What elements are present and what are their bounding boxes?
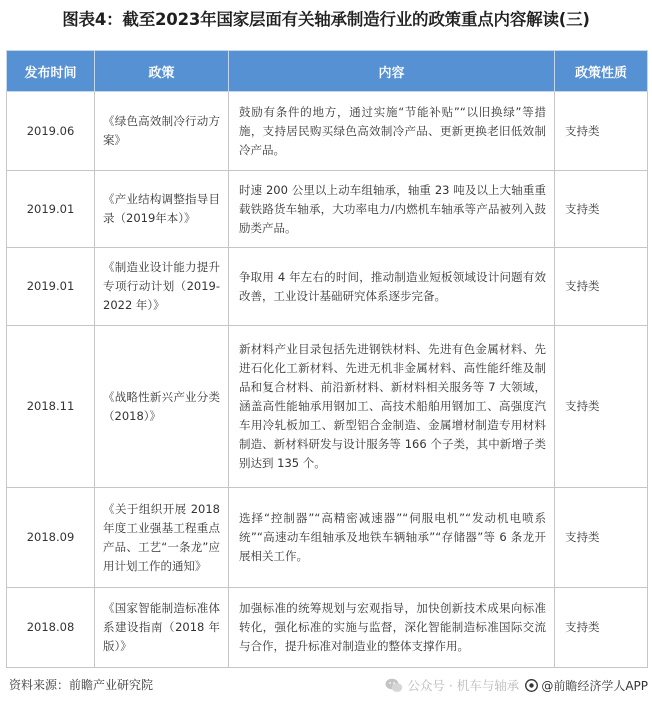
cell-content: 时速 200 公里以上动车组轴承，轴重 23 吨及以上大轴重重载铁路货车轴承，大功率电力/内燃机车轴承等产品被列入鼓励类产品。 (229, 171, 555, 248)
policy-table (6, 50, 648, 668)
header-date: 发布时间 (7, 51, 95, 92)
cell-nature: 支持类 (555, 171, 648, 248)
chart-title: 图表4：截至2023年国家层面有关轴承制造行业的政策重点内容解读(三) (62, 10, 590, 29)
header-content: 内容 (229, 51, 555, 92)
cell-date: 2018.11 (7, 326, 95, 488)
cell-date: 2019.06 (7, 92, 95, 171)
cell-policy: 《国家智能制造标准体系建设指南（2018 年版）》 (95, 588, 229, 668)
cell-date: 2018.09 (7, 488, 95, 588)
table-row (7, 171, 648, 248)
source-note: 资料来源：前瞻产业研究院 (9, 678, 154, 692)
app-watermark-text: @前瞻经济学人APP (541, 678, 648, 693)
watermark-group (385, 676, 648, 694)
cell-policy: 《战略性新兴产业分类（2018）》 (95, 326, 229, 488)
app-watermark (525, 677, 648, 694)
wechat-icon (385, 678, 403, 693)
cell-nature: 支持类 (555, 488, 648, 588)
header-nature: 政策性质 (555, 51, 648, 92)
cell-content: 加强标准的统筹规划与宏观指导，加快创新技术成果向标准转化，强化标准的实施与监督，深化智能制造标准国际交流与合作，提升标准对制造业的整体支撑作用。 (229, 588, 555, 668)
table-row (7, 588, 648, 668)
cell-nature: 支持类 (555, 326, 648, 488)
cell-content: 争取用 4 年左右的时间，推动制造业短板领域设计问题有效改善，工业设计基础研究体系逐步完备。 (229, 248, 555, 326)
policy-table-container (6, 50, 647, 668)
cell-policy: 《制造业设计能力提升专项行动计划（2019-2022 年）》 (95, 248, 229, 326)
cell-date: 2018.08 (7, 588, 95, 668)
cell-nature: 支持类 (555, 588, 648, 668)
table-row (7, 92, 648, 171)
table-header-row (7, 51, 648, 92)
cell-content: 选择“控制器”“高精密减速器”“伺服电机”“发动机电喷系统”“高速动车组轴承及地铁车辆轴承”“存储器”等 6 条龙开展相关工作。 (229, 488, 555, 588)
cell-content: 新材料产业目录包括先进钢铁材料、先进有色金属材料、先进石化化工新材料、先进无机非金属材料、高性能纤维及制品和复合材料、前沿新材料、新材料相关服务等 7 大领域，涵盖高性能轴承用钢加工、高技术船舶用钢加工、高强度汽车用冷轧板加工、新型铝合金制造、金属增材制造专用材料制造、新材料研发与设计服务等 166 个子类，其中新增子类别达到 135 个。 (229, 326, 555, 488)
cell-nature: 支持类 (555, 248, 648, 326)
cell-content: 鼓励有条件的地方，通过实施“节能补贴”“以旧换绿”等措施，支持居民购买绿色高效制冷产品、更新更换老旧低效制冷产品。 (229, 92, 555, 171)
cell-nature: 支持类 (555, 92, 648, 171)
table-row (7, 488, 648, 588)
cell-date: 2019.01 (7, 248, 95, 326)
cell-policy: 《产业结构调整指导目录（2019年本）》 (95, 171, 229, 248)
cell-policy: 《绿色高效制冷行动方案》 (95, 92, 229, 171)
cell-date: 2019.01 (7, 171, 95, 248)
footer (0, 672, 652, 700)
qianzhan-logo-icon (525, 679, 538, 692)
wechat-watermark (385, 676, 519, 694)
table-row (7, 326, 648, 488)
header-policy: 政策 (95, 51, 229, 92)
wechat-watermark-text: 公众号 · 机车与轴承 (407, 678, 520, 693)
cell-policy: 《关于组织开展 2018 年度工业强基工程重点产品、工艺“一条龙”应用计划工作的通知》 (95, 488, 229, 588)
table-row (7, 248, 648, 326)
